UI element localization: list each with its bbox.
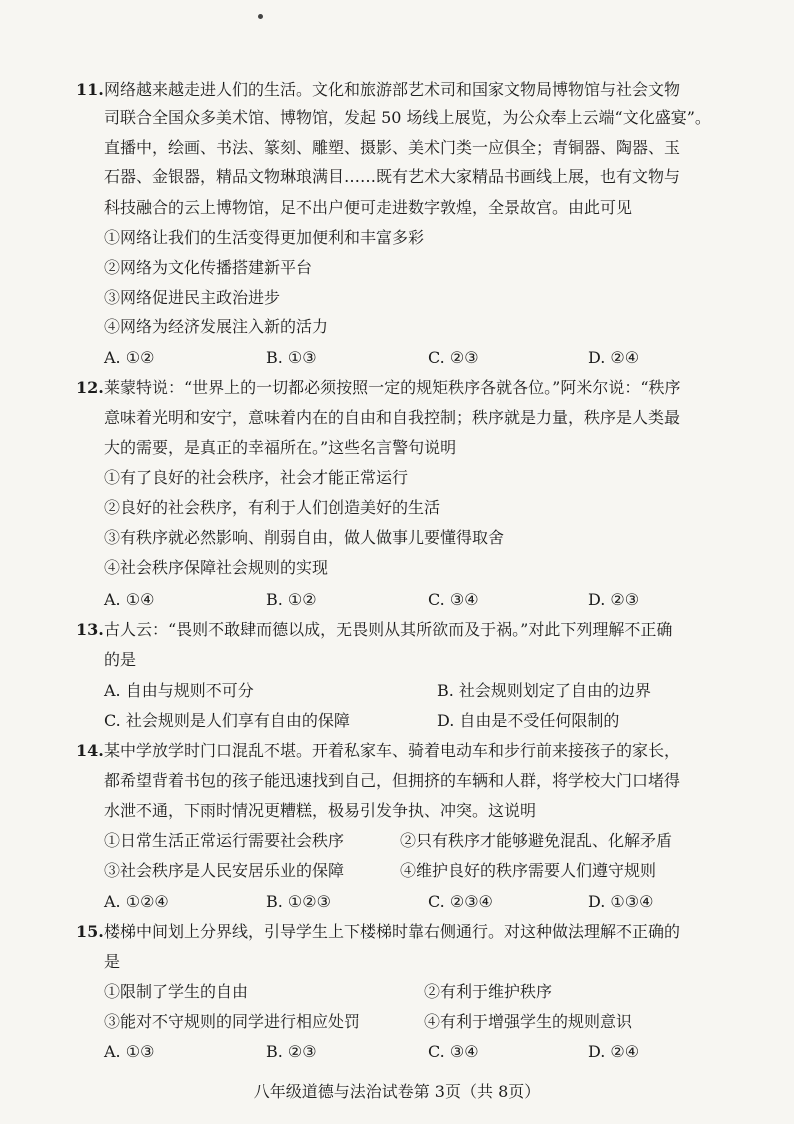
statement-3: ③有秩序就必然影响、削弱自由，做人做事儿要懂得取舍 [104,528,505,547]
statement-2: ②有利于维护秩序 [424,982,553,1001]
option-c: C. 社会规则是人们享有自由的保障 [104,711,350,730]
statement-1: ①限制了学生的自由 [104,982,249,1001]
question-stem-line: 水泄不通，下雨时情况更糟糕，极易引发争执、冲突。这说明 [104,801,537,820]
statement-4: ④社会秩序保障社会规则的实现 [104,558,329,577]
statement-1: ①日常生活正常运行需要社会秩序 [104,831,345,850]
option-d: D. ②④ [588,348,640,367]
option-d: D. ②④ [588,1042,640,1061]
question-number: 12. [76,378,104,397]
question-stem-line: 网络越来越走进人们的生活。文化和旅游部艺术司和国家文物局博物馆与社会文物 [104,80,681,99]
statement-2: ②良好的社会秩序，有利于人们创造美好的生活 [104,498,441,517]
option-a: A. ①④ [104,590,155,609]
question-stem-line: 石器、金银器，精品文物琳琅满目……既有艺术大家精品书画线上展，也有文物与 [104,167,681,186]
option-c: C. ③④ [428,590,479,609]
option-a: A. ①③ [104,1042,155,1061]
statement-4: ④有利于增强学生的规则意识 [424,1012,633,1031]
option-b: B. ①② [266,590,317,609]
option-d: D. 自由是不受任何限制的 [437,711,620,730]
statement-1: ①有了良好的社会秩序，社会才能正常运行 [104,468,409,487]
option-b: B. ①③ [266,348,317,367]
question-stem-line: 科技融合的云上博物馆，足不出户便可走进数字敦煌，全景故宫。由此可见 [104,198,633,217]
option-b: B. 社会规则划定了自由的边界 [437,681,651,700]
statement-4: ④网络为经济发展注入新的活力 [104,317,329,336]
statement-3: ③网络促进民主政治进步 [104,288,281,307]
option-c: C. ②③④ [428,892,493,911]
question-stem-line: 楼梯中间划上分界线，引导学生上下楼梯时靠右侧通行。对这种做法理解不正确的 [104,922,681,941]
statement-1: ①网络让我们的生活变得更加便利和丰富多彩 [104,228,425,247]
question-stem-line: 都希望背着书包的孩子能迅速找到自己，但拥挤的车辆和人群，将学校大门口堵得 [104,771,681,790]
question-stem-line: 莱蒙特说：“世界上的一切都必须按照一定的规矩秩序各就各位。”阿米尔说：“秩序 [104,378,681,397]
option-a: A. 自由与规则不可分 [104,681,254,700]
scan-mark [258,14,263,19]
statement-3: ③能对不守规则的同学进行相应处罚 [104,1012,361,1031]
question-stem-line: 古人云：“畏则不敢肆而德以成，无畏则从其所欲而及于祸。”对此下列理解不正确 [104,620,673,639]
question-number: 14. [76,741,104,760]
statement-3: ③社会秩序是人民安居乐业的保障 [104,861,345,880]
question-number: 11. [76,80,104,99]
question-stem-line: 大的需要，是真正的幸福所在。”这些名言警句说明 [104,438,457,457]
question-stem-line: 直播中，绘画、书法、篆刻、雕塑、摄影、美术门类一应俱全；青铜器、陶器、玉 [104,138,681,157]
statement-2: ②网络为文化传播搭建新平台 [104,258,313,277]
question-number: 15. [76,922,104,941]
option-a: A. ①② [104,348,155,367]
question-stem-line: 是 [104,952,121,971]
option-a: A. ①②④ [104,892,169,911]
question-stem-line: 意味着光明和安宁，意味着内在的自由和自我控制；秩序就是力量，秩序是人类最 [104,408,681,427]
statement-4: ④维护良好的秩序需要人们遵守规则 [400,861,657,880]
option-c: C. ③④ [428,1042,479,1061]
option-d: D. ②③ [588,590,640,609]
question-stem-line: 某中学放学时门口混乱不堪。开着私家车、骑着电动车和步行前来接孩子的家长， [104,741,681,760]
question-number: 13. [76,620,104,639]
question-stem-line: 的是 [104,650,137,669]
option-b: B. ①②③ [266,892,331,911]
page-footer: 八年级道德与法治试卷第 3页（共 8页） [253,1082,541,1101]
option-c: C. ②③ [428,348,479,367]
option-d: D. ①③④ [588,892,654,911]
option-b: B. ②③ [266,1042,317,1061]
statement-2: ②只有秩序才能够避免混乱、化解矛盾 [400,831,673,850]
question-stem-line: 司联合全国众多美术馆、博物馆，发起 50 场线上展览，为公众奉上云端“文化盛宴”。 [104,108,711,127]
